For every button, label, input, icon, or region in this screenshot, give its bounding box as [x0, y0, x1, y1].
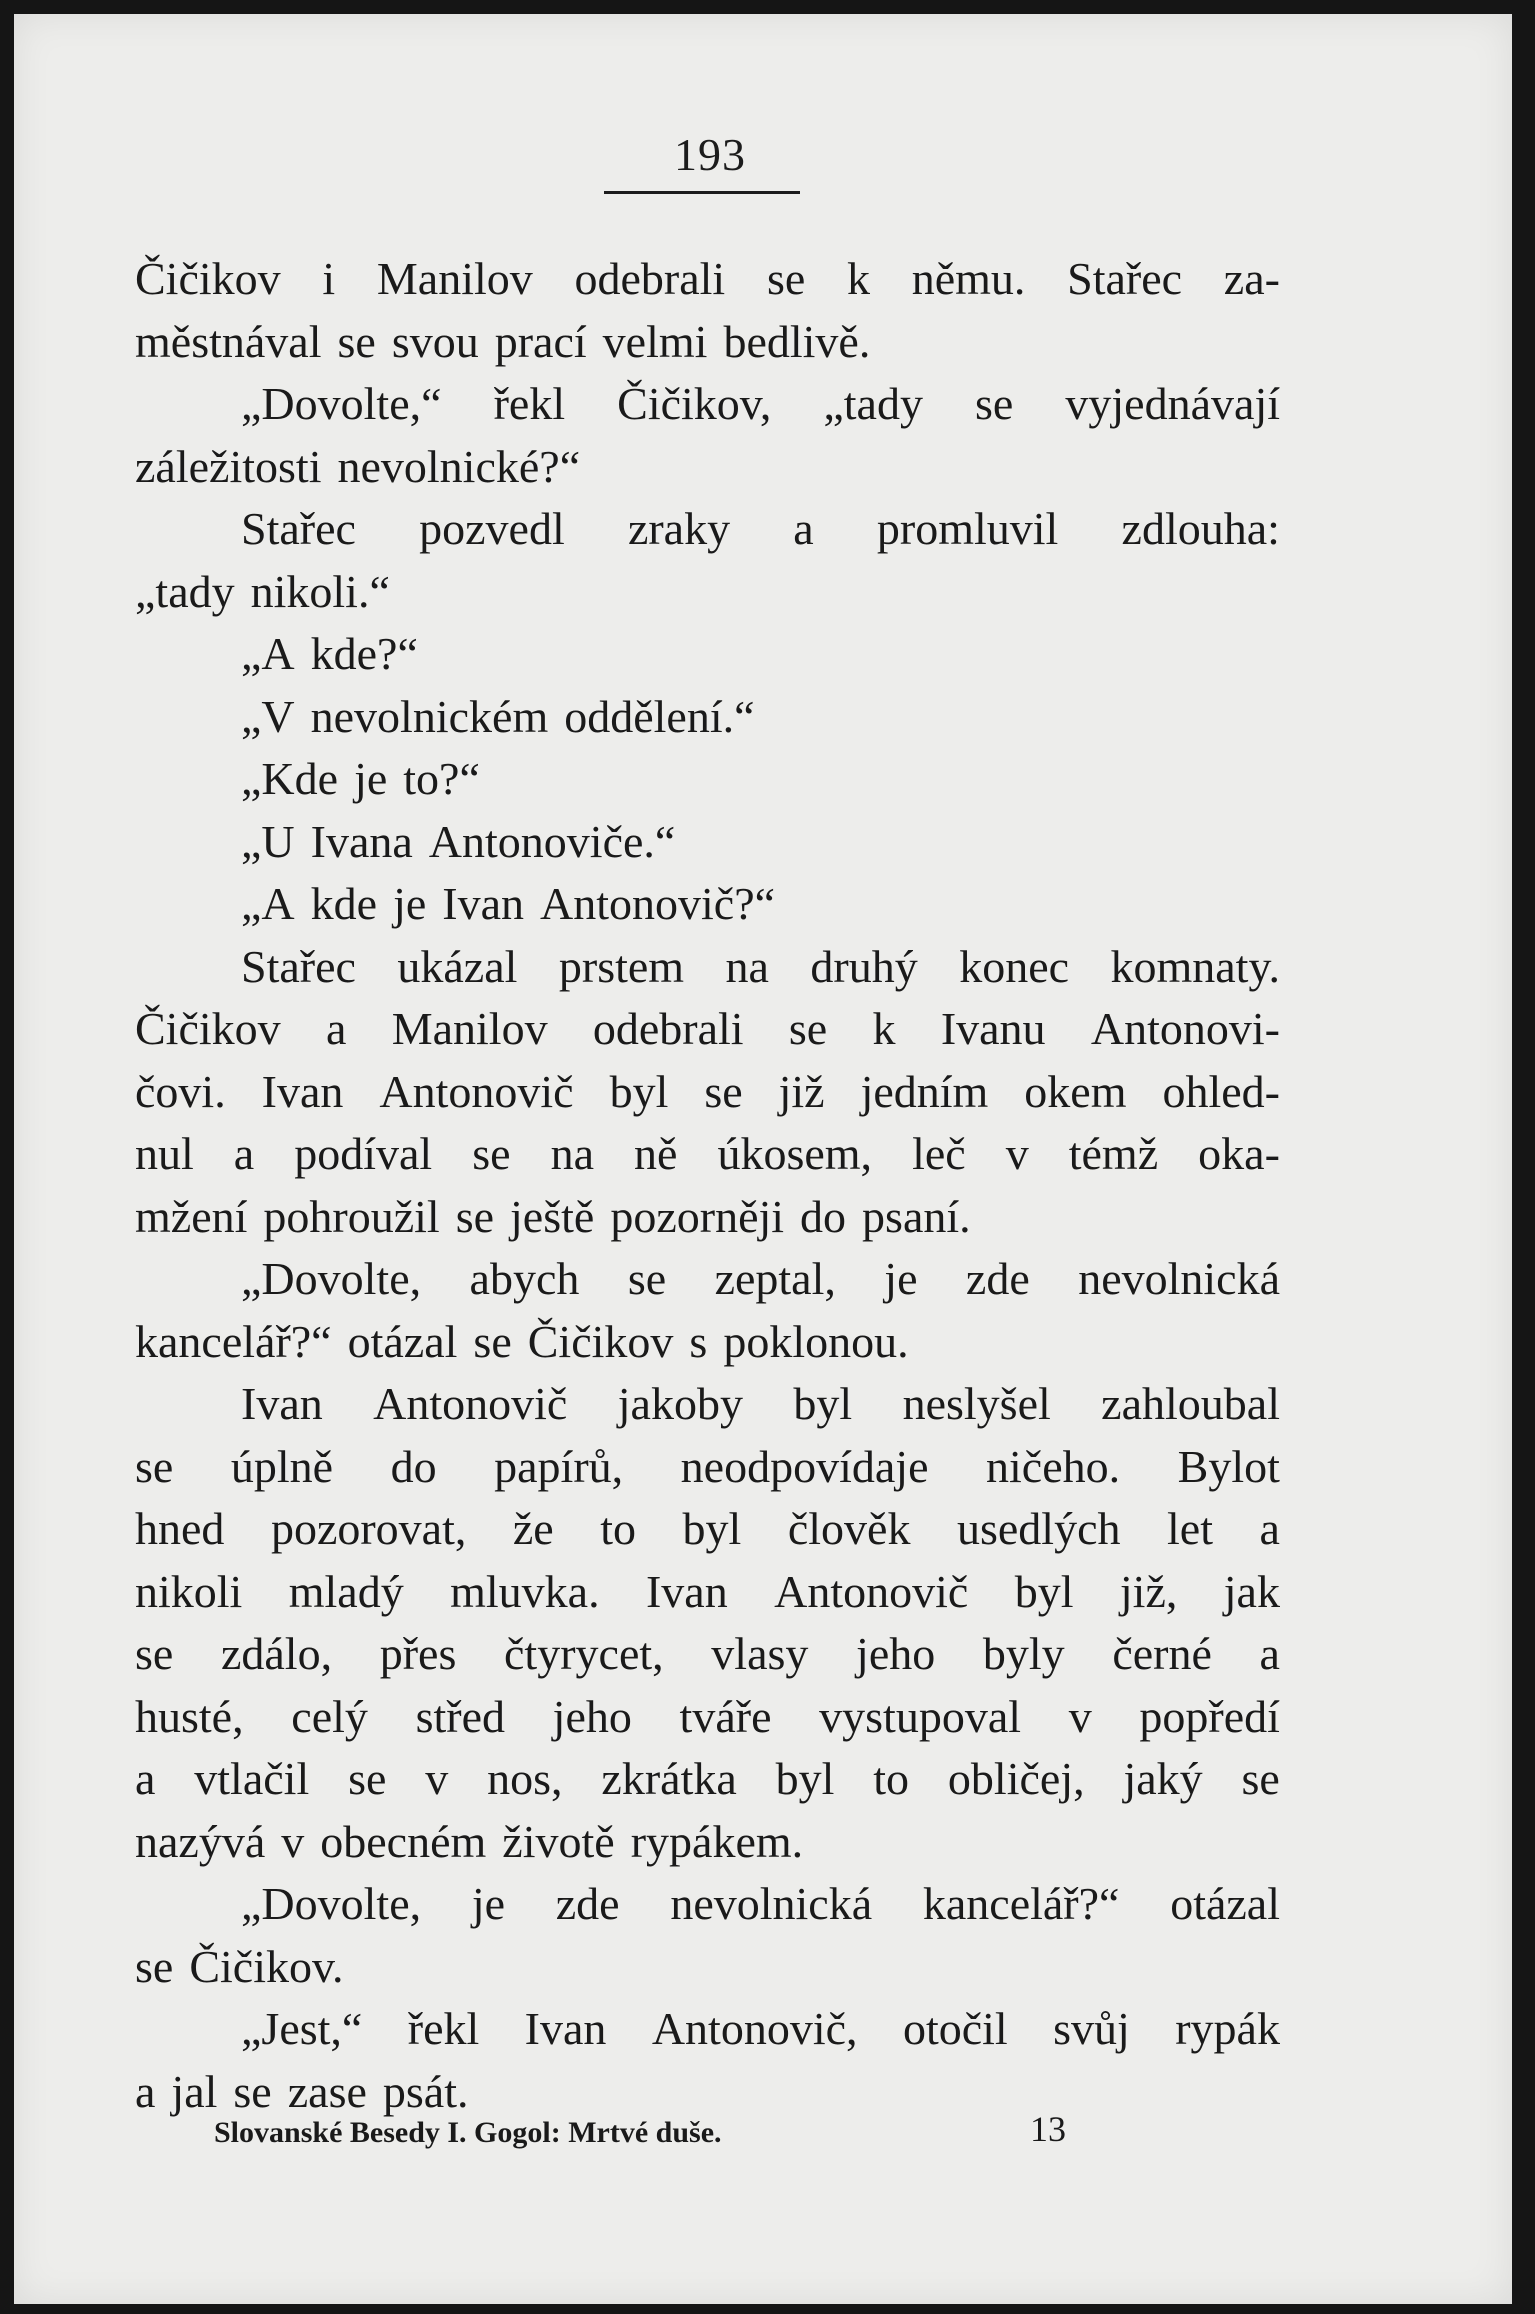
footer-title: Slovanské Besedy I. Gogol: Mrtvé duše.	[214, 2116, 722, 2149]
text-line: Čičikov a Manilov odebrali se k Ivanu Antonovi-	[135, 1003, 1280, 1054]
page-number: 193	[674, 129, 746, 180]
text-line: se úplně do papírů, neodpovídaje ničeho. Bylot	[135, 1440, 1280, 1492]
text-line: „tady nikoli.“	[135, 565, 390, 617]
text-line: Čičikov i Manilov odebrali se k němu. Stařec za-	[135, 253, 1280, 304]
text-line: „Dovolte, abych se zeptal, je zde nevolnická	[241, 1253, 1280, 1304]
text-line: se zdálo, přes čtyrycet, vlasy jeho byly černé a	[135, 1628, 1280, 1679]
text-line: městnával se svou prací velmi bedlivě.	[135, 315, 871, 367]
header-rule	[604, 191, 800, 194]
text-line: a vtlačil se v nos, zkrátka byl to obličej, jaký se	[135, 1753, 1280, 1804]
signature-mark: 13	[1030, 2109, 1066, 2149]
text-line: „Dovolte,“ řekl Čičikov, „tady se vyjednávají	[241, 378, 1280, 429]
text-line: Ivan Antonovič jakoby byl neslyšel zahloubal	[241, 1378, 1280, 1429]
text-line: čovi. Ivan Antonovič byl se již jedním okem ohled-	[135, 1065, 1280, 1117]
page-footer	[214, 2110, 1074, 2156]
text-line: „U Ivana Antonoviče.“	[241, 815, 676, 867]
text-line: „Kde je to?“	[241, 753, 480, 804]
text-line: „A kde je Ivan Antonovič?“	[241, 878, 776, 929]
text-line: nazývá v obecném životě rypákem.	[135, 1815, 804, 1867]
text-line: „Dovolte, je zde nevolnická kancelář?“ otázal	[241, 1878, 1280, 1929]
text-line: hned pozorovat, že to byl člověk usedlých let a	[135, 1503, 1280, 1554]
text-line: nikoli mladý mluvka. Ivan Antonovič byl již, jak	[135, 1565, 1280, 1617]
text-line: se Čičikov.	[135, 1940, 344, 1992]
text-line: nul a podíval se na ně úkosem, leč v témž oka-	[135, 1128, 1280, 1179]
text-line: Stařec pozvedl zraky a promluvil zdlouha:	[241, 503, 1280, 554]
text-line: kancelář?“ otázal se Čičikov s poklonou.	[135, 1315, 909, 1367]
text-line: a jal se zase psát.	[135, 2065, 469, 2117]
text-line: „Jest,“ řekl Ivan Antonovič, otočil svůj rypák	[241, 2003, 1280, 2054]
text-line: záležitosti nevolnické?“	[135, 440, 581, 492]
text-line: husté, celý střed jeho tváře vystupoval v popředí	[135, 1690, 1280, 1742]
text-line: Stařec ukázal prstem na druhý konec komnaty.	[241, 940, 1280, 992]
text-line: „A kde?“	[241, 628, 418, 679]
text-line: „V nevolnickém oddělení.“	[241, 690, 755, 742]
text-line: mžení pohroužil se ještě pozorněji do psaní.	[135, 1190, 971, 1242]
body-text	[135, 248, 1280, 2123]
